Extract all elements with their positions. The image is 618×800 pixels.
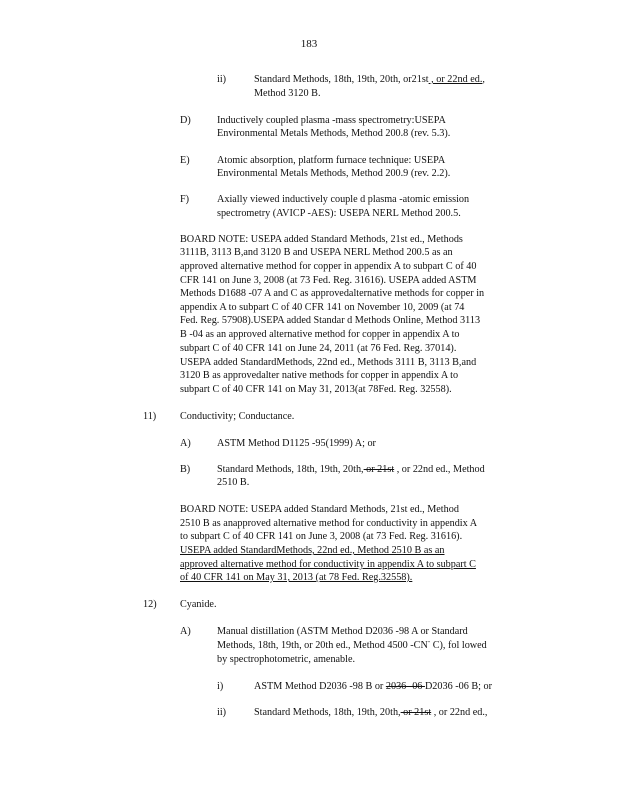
note-line-inserted: of 40 CFR 141 on May 31, 2013 (at 78 Fed. Reg.32558). (180, 572, 413, 583)
note-line: subpart C of 40 CFR 141 on June 24, 2011 (at 76 Fed. Reg. 37014). (180, 343, 457, 354)
item-ii-21st: 21st (411, 74, 429, 85)
item-label-d: D) (180, 115, 191, 126)
superscript-minus: - (427, 637, 431, 646)
note-line-inserted: approved alternative method for conductivity in appendix A to subpart C (180, 559, 476, 570)
item-12a-text-rest: C), fol lowed (430, 640, 487, 651)
note-line: subpart C of 40 CFR 141 on May 31, 2013(at 78Fed. Reg. 32558). (180, 384, 452, 395)
item-ii-inserted-text: , or 22nd ed. (428, 74, 483, 85)
note-line: CFR 141 on June 3, 2008 (at 73 Fed. Reg. 31616). USEPA added ASTM (180, 275, 477, 286)
item-12a-i-line (254, 681, 492, 693)
item-d-line2: Environmental Metals Methods, Method 200.8 (rev. 5.3). (217, 128, 451, 139)
item-ii-line1 (254, 74, 485, 86)
item-label-11b: B) (180, 464, 191, 475)
item-label-e: E) (180, 155, 190, 166)
item-11b-text: Standard Methods, 18th, 19th, 20th, (217, 464, 364, 475)
item-12-title: Cyanide. (180, 599, 217, 610)
item-12a-ii-text-rest: , or 22nd ed., (431, 707, 488, 718)
item-12a-text: Methods, 18th, 19th, or 20th ed., Method 4500 -CN (217, 640, 428, 651)
item-e-line2: Environmental Metals Methods, Method 200.9 (rev. 2.2). (217, 168, 451, 179)
item-11b-line1 (217, 464, 485, 476)
note-line: B -04 as an approved alternative method for copper in appendix A to (180, 329, 460, 340)
item-label-12a-ii: ii) (217, 707, 227, 718)
item-ii-text: Standard Methods, 18th, 19th, 20th, or (254, 74, 412, 85)
note-line: to subpart C of 40 CFR 141 on June 3, 2008 (at 73 Fed. Reg. 31616). (180, 531, 463, 542)
item-label-12: 12) (143, 599, 157, 610)
item-f-line1: Axially viewed inductively couple d plasma -atomic emission (217, 194, 470, 205)
item-ii-comma: , (482, 74, 485, 85)
item-label-12a: A) (180, 626, 191, 637)
note-line: 3111B, 3113 B,and 3120 B and USEPA NERL Method 200.5 as an (180, 247, 453, 258)
item-label-f: F) (180, 194, 190, 205)
item-12a-ii-line (254, 707, 487, 719)
item-11-title: Conductivity; Conductance. (180, 411, 295, 422)
item-d-line1: Inductively coupled plasma -mass spectrometry:USEPA (217, 115, 446, 126)
note-line: appendix A to subpart C of 40 CFR 141 on November 10, 2009 (at 74 (180, 302, 465, 313)
note-line-inserted: USEPA added StandardMethods, 22nd ed., Method 2510 B as an (180, 545, 445, 556)
item-12a-line1: Manual distillation (ASTM Method D2036 -98 A or Standard (217, 626, 468, 637)
item-12a-i-struck-text: 2036 -06 (385, 681, 425, 692)
note-line: approved alternative method for copper in appendix A to subpart C of 40 (180, 261, 477, 272)
item-11a-text: ASTM Method D1125 -95(1999) A; or (217, 438, 376, 449)
item-11b-struck-text: or 21st (363, 464, 395, 475)
page-number: 183 (300, 38, 318, 50)
note-line: 2510 B as anapproved alternative method for conductivity in appendix A (180, 518, 478, 529)
item-11b-line2: 2510 B. (217, 477, 250, 488)
item-12a-i-text: ASTM Method D2036 -98 B or (254, 681, 386, 692)
item-12a-ii-text: Standard Methods, 18th, 19th, 20th, (254, 707, 401, 718)
note-line: Fed. Reg. 57908).USEPA added Standar d Methods Online, Method 3113 (180, 315, 481, 326)
item-12a-ii-struck-text: or 21st (400, 707, 432, 718)
item-12a-i-text-rest: D2036 -06 B; or (424, 681, 493, 692)
item-11b-text-rest: , or 22nd ed., Method (394, 464, 485, 475)
item-label-11: 11) (143, 411, 157, 422)
note-line: BOARD NOTE: USEPA added Standard Methods, 21st ed., Methods (180, 234, 463, 245)
item-ii-line2: Method 3120 B. (254, 88, 321, 99)
item-label-12a-i: i) (217, 681, 224, 692)
item-12a-line2 (217, 637, 487, 652)
item-f-line2: spectrometry (AVICP -AES): USEPA NERL Method 200.5. (217, 208, 461, 219)
note-line: USEPA added StandardMethods, 22nd ed., Methods 3111 B, 3113 B,and (180, 357, 477, 368)
item-e-line1: Atomic absorption, platform furnace technique: USEPA (217, 155, 446, 166)
item-12a-line3: by spectrophotometric, amenable. (217, 654, 356, 665)
note-line: Methods D1688 -07 A and C as approvedalternative methods for copper in (180, 288, 485, 299)
note-line: 3120 B as approvedalter native methods for copper in appendix A to (180, 370, 459, 381)
item-label-ii: ii) (217, 74, 227, 85)
item-label-11a: A) (180, 438, 191, 449)
note-line: BOARD NOTE: USEPA added Standard Methods, 21st ed., Method (180, 504, 459, 515)
